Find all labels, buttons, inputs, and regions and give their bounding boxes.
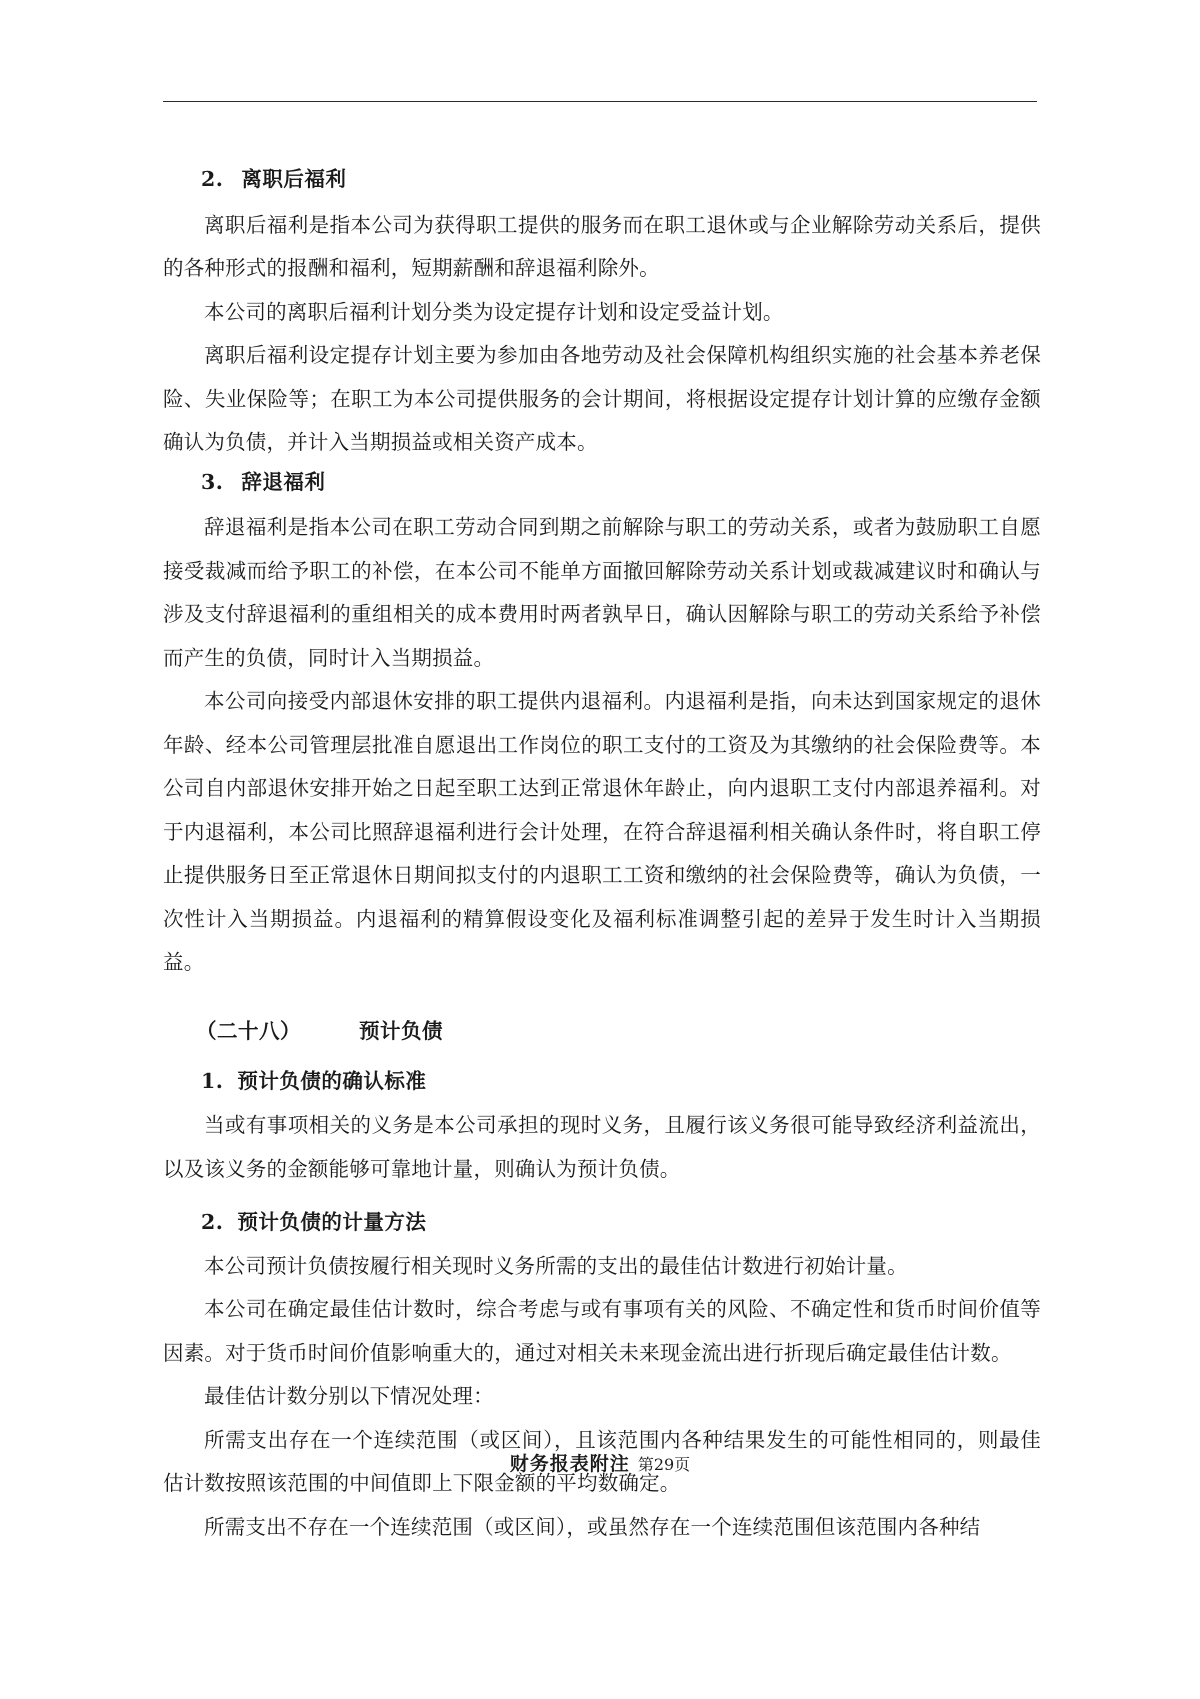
heading-number: 1. bbox=[201, 1069, 224, 1094]
heading-text: 离职后福利 bbox=[241, 167, 347, 191]
section-label: （二十八） bbox=[196, 1019, 301, 1044]
section-title-text: 预计负债 bbox=[359, 1019, 443, 1044]
footer-title: 财务报表附注 bbox=[509, 1453, 630, 1475]
paragraph: 本公司预计负债按履行相关现时义务所需的支出的最佳估计数进行初始计量。 bbox=[204, 1253, 908, 1278]
paragraph: 当或有事项相关的义务是本公司承担的现时义务，且履行该义务很可能导致经济利益流出，以及该义务的金额能够可靠地计量，则确认为预计负债。 bbox=[163, 1113, 1041, 1181]
paragraph: 本公司在确定最佳估计数时，综合考虑与或有事项有关的风险、不确定性和货币时间价值等因素。对于货币时间价值影响重大的，通过对相关未来现金流出进行折现后确定最佳估计数。 bbox=[163, 1297, 1041, 1365]
document-body bbox=[163, 162, 1041, 1549]
paragraph: 所需支出存在一个连续范围（或区间），且该范围内各种结果发生的可能性相同的，则最佳估计数按照该范围的中间值即上下限金额的平均数确定。 bbox=[163, 1427, 1041, 1496]
paragraph: 本公司的离职后福利计划分类为设定提存计划和设定受益计划。 bbox=[204, 299, 784, 324]
paragraph: 本公司向接受内部退休安排的职工提供内退福利。内退福利是指，向未达到国家规定的退休年龄、经本公司管理层批准自愿退出工作岗位的职工支付的工资及为其缴纳的社会保险费等。本公司自内部退休安排开始之日起至职工达到正常退休年龄止，向内退职工支付内部退养福利。对于内退福利，本公司比照辞退福利进行会计处理，在符合辞退福利相关确认条件时，将自职工停止提供服务日至正常退休日期间拟支付的内退职工工资和缴纳的社会保险费等，确认为负债，一次性计入当期损益。内退福利的精算假设变化及福利标准调整引起的差异于发生时计入当期损益。 bbox=[163, 689, 1041, 974]
paragraph: 辞退福利是指本公司在职工劳动合同到期之前解除与职工的劳动关系，或者为鼓励职工自愿接受裁减而给予职工的补偿，在本公司不能单方面撤回解除劳动关系计划或裁减建议时和确认与涉及支付辞退福利的重组相关的成本费用时两者孰早日，确认因解除与职工的劳动关系给予补偿而产生的负债，同时计入当期损益。 bbox=[163, 515, 1041, 670]
paragraph: 离职后福利设定提存计划主要为参加由各地劳动及社会保障机构组织实施的社会基本养老保险、失业保险等；在职工为本公司提供服务的会计期间，将根据设定提存计划计算的应缴存金额确认为负债，并计入当期损益或相关资产成本。 bbox=[163, 343, 1041, 455]
header-divider bbox=[163, 101, 1037, 102]
paragraph: 最佳估计数分别以下情况处理： bbox=[204, 1384, 494, 1409]
heading-text: 预计负债的计量方法 bbox=[237, 1210, 427, 1235]
heading-number: 2. bbox=[201, 1210, 224, 1235]
heading-post-employment-benefits bbox=[163, 162, 1041, 198]
section-title-estimated-liabilities bbox=[163, 1014, 1041, 1050]
heading-text: 预计负债的确认标准 bbox=[237, 1069, 427, 1094]
heading-termination-benefits bbox=[163, 465, 1041, 501]
page-number: 第29页 bbox=[637, 1455, 691, 1474]
heading-measurement-method bbox=[163, 1205, 1041, 1241]
paragraph: 离职后福利是指本公司为获得职工提供的服务而在职工退休或与企业解除劳动关系后，提供的各种形式的报酬和福利，短期薪酬和辞退福利除外。 bbox=[163, 212, 1041, 281]
heading-number: 3. bbox=[201, 469, 224, 494]
page-footer bbox=[0, 1449, 1200, 1476]
heading-recognition-criteria bbox=[163, 1064, 1041, 1100]
heading-number: 2. bbox=[201, 167, 224, 191]
heading-text: 辞退福利 bbox=[241, 469, 326, 494]
paragraph: 所需支出不存在一个连续范围（或区间），或虽然存在一个连续范围但该范围内各种结 bbox=[204, 1514, 981, 1539]
